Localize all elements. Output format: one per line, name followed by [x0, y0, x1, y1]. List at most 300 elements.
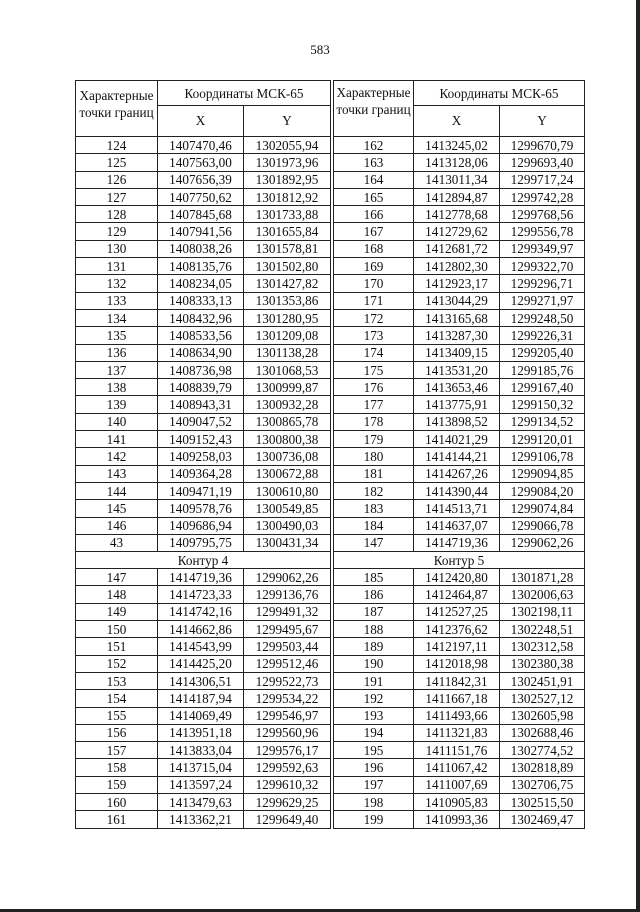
- point-number-cell: 177: [334, 396, 414, 413]
- point-number-cell: 159: [76, 776, 158, 793]
- table-row: [76, 811, 331, 828]
- point-number-cell: 152: [76, 655, 158, 672]
- table-row: [76, 344, 331, 361]
- x-coordinate-cell: 1413715,04: [158, 759, 244, 776]
- table-row: [76, 206, 331, 223]
- table-row: [76, 188, 331, 205]
- point-number-cell: 158: [76, 759, 158, 776]
- x-coordinate-cell: 1414662,86: [158, 621, 244, 638]
- table-row: [76, 672, 331, 689]
- point-number-cell: 184: [334, 517, 414, 534]
- point-number-cell: 172: [334, 309, 414, 326]
- x-coordinate-cell: 1410993,36: [414, 811, 500, 828]
- point-number-cell: 182: [334, 482, 414, 499]
- point-number-cell: 157: [76, 742, 158, 759]
- y-coordinate-cell: 1299503,44: [244, 638, 331, 655]
- y-coordinate-cell: 1301502,80: [244, 258, 331, 275]
- table-row: [76, 759, 331, 776]
- table-row: [76, 603, 331, 620]
- x-coordinate-cell: 1412376,62: [414, 621, 500, 638]
- y-coordinate-cell: 1302515,50: [500, 793, 585, 810]
- x-coordinate-cell: 1407656,39: [158, 171, 244, 188]
- x-coordinate-cell: 1414390,44: [414, 482, 500, 499]
- y-coordinate-cell: 1299629,25: [244, 793, 331, 810]
- table-row: [76, 690, 331, 707]
- y-coordinate-cell: 1299649,40: [244, 811, 331, 828]
- table-row: [76, 431, 331, 448]
- page-number: 583: [310, 42, 330, 57]
- point-number-cell: 150: [76, 621, 158, 638]
- x-coordinate-cell: 1411067,42: [414, 759, 500, 776]
- x-coordinate-cell: 1413287,30: [414, 327, 500, 344]
- point-number-cell: 167: [334, 223, 414, 240]
- y-coordinate-cell: 1299062,26: [244, 569, 331, 586]
- x-coordinate-cell: 1407845,68: [158, 206, 244, 223]
- table-row: [334, 292, 585, 309]
- table-row: [334, 465, 585, 482]
- y-coordinate-cell: 1299512,46: [244, 655, 331, 672]
- y-coordinate-cell: 1299120,01: [500, 431, 585, 448]
- y-coordinate-cell: 1299248,50: [500, 309, 585, 326]
- table-row: [334, 171, 585, 188]
- point-number-cell: 185: [334, 569, 414, 586]
- contour-row: [76, 552, 331, 569]
- table-row: [334, 569, 585, 586]
- table-row: [76, 465, 331, 482]
- y-coordinate-cell: 1299167,40: [500, 379, 585, 396]
- table-row: [76, 240, 331, 257]
- y-coordinate-cell: 1301973,96: [244, 154, 331, 171]
- table-row: [334, 413, 585, 430]
- x-coordinate-cell: 1412681,72: [414, 240, 500, 257]
- point-number-cell: 169: [334, 258, 414, 275]
- table-row: [334, 517, 585, 534]
- point-number-cell: 128: [76, 206, 158, 223]
- x-coordinate-cell: 1412923,17: [414, 275, 500, 292]
- point-number-cell: 143: [76, 465, 158, 482]
- table-row: [76, 638, 331, 655]
- x-coordinate-cell: 1408333,13: [158, 292, 244, 309]
- y-coordinate-cell: 1299205,40: [500, 344, 585, 361]
- x-coordinate-cell: 1413479,63: [158, 793, 244, 810]
- table-row: [76, 776, 331, 793]
- y-coordinate-cell: 1301427,82: [244, 275, 331, 292]
- table-row: [334, 223, 585, 240]
- x-coordinate-cell: 1414719,36: [158, 569, 244, 586]
- x-coordinate-cell: 1414425,20: [158, 655, 244, 672]
- y-coordinate-cell: 1299349,97: [500, 240, 585, 257]
- point-number-cell: 196: [334, 759, 414, 776]
- table-row: [334, 793, 585, 810]
- coords-header: Координаты МСК-65: [158, 81, 331, 106]
- points-header: Характерные точки границ: [334, 81, 414, 137]
- y-coordinate-cell: 1301280,95: [244, 309, 331, 326]
- table-row: [76, 707, 331, 724]
- point-number-cell: 126: [76, 171, 158, 188]
- table-row: [334, 638, 585, 655]
- x-coordinate-cell: 1408943,31: [158, 396, 244, 413]
- table-row: [334, 396, 585, 413]
- table-row: [76, 500, 331, 517]
- y-coordinate-cell: 1299062,26: [500, 534, 585, 551]
- x-coordinate-cell: 1411007,69: [414, 776, 500, 793]
- x-coordinate-cell: 1413362,21: [158, 811, 244, 828]
- y-coordinate-cell: 1301871,28: [500, 569, 585, 586]
- table-body: [334, 81, 585, 829]
- table-row: [334, 759, 585, 776]
- x-coordinate-cell: 1408135,76: [158, 258, 244, 275]
- point-number-cell: 148: [76, 586, 158, 603]
- table-row: [76, 586, 331, 603]
- x-coordinate-cell: 1414144,21: [414, 448, 500, 465]
- table-row: [334, 361, 585, 378]
- point-number-cell: 199: [334, 811, 414, 828]
- x-coordinate-cell: 1414723,33: [158, 586, 244, 603]
- point-number-cell: 134: [76, 309, 158, 326]
- point-number-cell: 165: [334, 188, 414, 205]
- points-header: Характерные точки границ: [76, 81, 158, 137]
- point-number-cell: 178: [334, 413, 414, 430]
- table-row: [334, 344, 585, 361]
- x-coordinate-cell: 1411667,18: [414, 690, 500, 707]
- point-number-cell: 181: [334, 465, 414, 482]
- table-row: [76, 275, 331, 292]
- point-number-cell: 137: [76, 361, 158, 378]
- x-coordinate-cell: 1409047,52: [158, 413, 244, 430]
- point-number-cell: 176: [334, 379, 414, 396]
- point-number-cell: 192: [334, 690, 414, 707]
- table-row: [76, 292, 331, 309]
- y-coordinate-cell: 1302527,12: [500, 690, 585, 707]
- y-coordinate-cell: 1299592,63: [244, 759, 331, 776]
- x-coordinate-cell: 1412894,87: [414, 188, 500, 205]
- y-coordinate-cell: 1299768,56: [500, 206, 585, 223]
- y-coordinate-cell: 1300549,85: [244, 500, 331, 517]
- x-coordinate-cell: 1414513,71: [414, 500, 500, 517]
- x-coordinate-cell: 1407470,46: [158, 137, 244, 154]
- header-row: [334, 81, 585, 106]
- point-number-cell: 139: [76, 396, 158, 413]
- x-coordinate-cell: 1413597,24: [158, 776, 244, 793]
- x-coordinate-cell: 1413833,04: [158, 742, 244, 759]
- table-row: [334, 482, 585, 499]
- y-coordinate-cell: 1299576,17: [244, 742, 331, 759]
- x-header: X: [158, 106, 244, 137]
- table-row: [76, 621, 331, 638]
- table-row: [334, 776, 585, 793]
- table-row: [76, 724, 331, 741]
- y-coordinate-cell: 1300999,87: [244, 379, 331, 396]
- y-header: Y: [244, 106, 331, 137]
- contour-row: [334, 552, 585, 569]
- table-row: [334, 672, 585, 689]
- x-header: X: [414, 106, 500, 137]
- table-row: [334, 603, 585, 620]
- x-coordinate-cell: 1411493,66: [414, 707, 500, 724]
- point-number-cell: 186: [334, 586, 414, 603]
- point-number-cell: 170: [334, 275, 414, 292]
- x-coordinate-cell: 1413653,46: [414, 379, 500, 396]
- x-coordinate-cell: 1414021,29: [414, 431, 500, 448]
- y-coordinate-cell: 1299717,24: [500, 171, 585, 188]
- table-row: [334, 275, 585, 292]
- y-coordinate-cell: 1301578,81: [244, 240, 331, 257]
- point-number-cell: 43: [76, 534, 158, 551]
- point-number-cell: 194: [334, 724, 414, 741]
- x-coordinate-cell: 1409795,75: [158, 534, 244, 551]
- table-row: [334, 534, 585, 551]
- point-number-cell: 127: [76, 188, 158, 205]
- table-row: [76, 793, 331, 810]
- x-coordinate-cell: 1412464,87: [414, 586, 500, 603]
- y-coordinate-cell: 1301892,95: [244, 171, 331, 188]
- point-number-cell: 198: [334, 793, 414, 810]
- table-row: [334, 621, 585, 638]
- y-coordinate-cell: 1299094,85: [500, 465, 585, 482]
- point-number-cell: 124: [76, 137, 158, 154]
- x-coordinate-cell: 1409686,94: [158, 517, 244, 534]
- x-coordinate-cell: 1412778,68: [414, 206, 500, 223]
- point-number-cell: 142: [76, 448, 158, 465]
- table-row: [76, 655, 331, 672]
- table-row: [334, 154, 585, 171]
- x-coordinate-cell: 1411151,76: [414, 742, 500, 759]
- table-row: [76, 137, 331, 154]
- y-coordinate-cell: 1301068,53: [244, 361, 331, 378]
- point-number-cell: 193: [334, 707, 414, 724]
- x-coordinate-cell: 1412729,62: [414, 223, 500, 240]
- point-number-cell: 188: [334, 621, 414, 638]
- contour-label: Контур 5: [334, 552, 585, 569]
- x-coordinate-cell: 1412420,80: [414, 569, 500, 586]
- point-number-cell: 147: [76, 569, 158, 586]
- point-number-cell: 190: [334, 655, 414, 672]
- table-row: [76, 361, 331, 378]
- table-row: [334, 206, 585, 223]
- x-coordinate-cell: 1411842,31: [414, 672, 500, 689]
- y-coordinate-cell: 1299150,32: [500, 396, 585, 413]
- table-row: [334, 586, 585, 603]
- point-number-cell: 151: [76, 638, 158, 655]
- table-row: [334, 500, 585, 517]
- point-number-cell: 125: [76, 154, 158, 171]
- table-row: [334, 137, 585, 154]
- x-coordinate-cell: 1413409,15: [414, 344, 500, 361]
- point-number-cell: 140: [76, 413, 158, 430]
- point-number-cell: 144: [76, 482, 158, 499]
- y-coordinate-cell: 1300672,88: [244, 465, 331, 482]
- y-coordinate-cell: 1299074,84: [500, 500, 585, 517]
- point-number-cell: 138: [76, 379, 158, 396]
- point-number-cell: 179: [334, 431, 414, 448]
- x-coordinate-cell: 1413011,34: [414, 171, 500, 188]
- y-coordinate-cell: 1299495,67: [244, 621, 331, 638]
- point-number-cell: 195: [334, 742, 414, 759]
- x-coordinate-cell: 1408839,79: [158, 379, 244, 396]
- point-number-cell: 147: [334, 534, 414, 551]
- x-coordinate-cell: 1413245,02: [414, 137, 500, 154]
- point-number-cell: 197: [334, 776, 414, 793]
- point-number-cell: 161: [76, 811, 158, 828]
- table-row: [334, 724, 585, 741]
- table-row: [76, 171, 331, 188]
- y-header: Y: [500, 106, 585, 137]
- y-coordinate-cell: 1299066,78: [500, 517, 585, 534]
- point-number-cell: 175: [334, 361, 414, 378]
- table-row: [334, 690, 585, 707]
- point-number-cell: 135: [76, 327, 158, 344]
- x-coordinate-cell: 1407941,56: [158, 223, 244, 240]
- x-coordinate-cell: 1413128,06: [414, 154, 500, 171]
- y-coordinate-cell: 1300800,38: [244, 431, 331, 448]
- table-body: [76, 81, 331, 829]
- y-coordinate-cell: 1299226,31: [500, 327, 585, 344]
- y-coordinate-cell: 1300431,34: [244, 534, 331, 551]
- y-coordinate-cell: 1302451,91: [500, 672, 585, 689]
- point-number-cell: 164: [334, 171, 414, 188]
- y-coordinate-cell: 1300610,80: [244, 482, 331, 499]
- x-coordinate-cell: 1407563,00: [158, 154, 244, 171]
- y-coordinate-cell: 1299491,32: [244, 603, 331, 620]
- x-coordinate-cell: 1413951,18: [158, 724, 244, 741]
- point-number-cell: 187: [334, 603, 414, 620]
- point-number-cell: 183: [334, 500, 414, 517]
- y-coordinate-cell: 1299296,71: [500, 275, 585, 292]
- x-coordinate-cell: 1413898,52: [414, 413, 500, 430]
- point-number-cell: 145: [76, 500, 158, 517]
- x-coordinate-cell: 1413531,20: [414, 361, 500, 378]
- x-coordinate-cell: 1413775,91: [414, 396, 500, 413]
- x-coordinate-cell: 1409258,03: [158, 448, 244, 465]
- x-coordinate-cell: 1412527,25: [414, 603, 500, 620]
- x-coordinate-cell: 1412802,30: [414, 258, 500, 275]
- y-coordinate-cell: 1299185,76: [500, 361, 585, 378]
- y-coordinate-cell: 1300865,78: [244, 413, 331, 430]
- table-row: [334, 811, 585, 828]
- y-coordinate-cell: 1299534,22: [244, 690, 331, 707]
- y-coordinate-cell: 1302774,52: [500, 742, 585, 759]
- y-coordinate-cell: 1299106,78: [500, 448, 585, 465]
- table-row: [76, 379, 331, 396]
- page-edge-right: [636, 0, 640, 912]
- coordinates-table-right: [333, 80, 585, 829]
- point-number-cell: 162: [334, 137, 414, 154]
- table-row: [334, 448, 585, 465]
- x-coordinate-cell: 1414543,99: [158, 638, 244, 655]
- table-row: [76, 223, 331, 240]
- table-row: [334, 655, 585, 672]
- table-row: [334, 240, 585, 257]
- x-coordinate-cell: 1408736,98: [158, 361, 244, 378]
- point-number-cell: 146: [76, 517, 158, 534]
- y-coordinate-cell: 1300490,03: [244, 517, 331, 534]
- y-coordinate-cell: 1302688,46: [500, 724, 585, 741]
- point-number-cell: 174: [334, 344, 414, 361]
- point-number-cell: 166: [334, 206, 414, 223]
- x-coordinate-cell: 1412018,98: [414, 655, 500, 672]
- point-number-cell: 168: [334, 240, 414, 257]
- point-number-cell: 129: [76, 223, 158, 240]
- point-number-cell: 173: [334, 327, 414, 344]
- y-coordinate-cell: 1299693,40: [500, 154, 585, 171]
- header-row: [76, 81, 331, 106]
- y-coordinate-cell: 1302055,94: [244, 137, 331, 154]
- table-row: [334, 258, 585, 275]
- table-row: [76, 569, 331, 586]
- x-coordinate-cell: 1408533,56: [158, 327, 244, 344]
- y-coordinate-cell: 1299522,73: [244, 672, 331, 689]
- x-coordinate-cell: 1411321,83: [414, 724, 500, 741]
- y-coordinate-cell: 1299610,32: [244, 776, 331, 793]
- y-coordinate-cell: 1299084,20: [500, 482, 585, 499]
- coordinates-table-left: [75, 80, 331, 829]
- point-number-cell: 191: [334, 672, 414, 689]
- y-coordinate-cell: 1299271,97: [500, 292, 585, 309]
- y-coordinate-cell: 1299322,70: [500, 258, 585, 275]
- x-coordinate-cell: 1414267,26: [414, 465, 500, 482]
- point-number-cell: 156: [76, 724, 158, 741]
- point-number-cell: 136: [76, 344, 158, 361]
- point-number-cell: 133: [76, 292, 158, 309]
- point-number-cell: 160: [76, 793, 158, 810]
- point-number-cell: 154: [76, 690, 158, 707]
- point-number-cell: 141: [76, 431, 158, 448]
- y-coordinate-cell: 1302469,47: [500, 811, 585, 828]
- table-row: [76, 482, 331, 499]
- y-coordinate-cell: 1301209,08: [244, 327, 331, 344]
- y-coordinate-cell: 1301138,28: [244, 344, 331, 361]
- y-coordinate-cell: 1299556,78: [500, 223, 585, 240]
- x-coordinate-cell: 1414742,16: [158, 603, 244, 620]
- table-row: [76, 258, 331, 275]
- point-number-cell: 149: [76, 603, 158, 620]
- point-number-cell: 131: [76, 258, 158, 275]
- table-row: [334, 309, 585, 326]
- point-number-cell: 189: [334, 638, 414, 655]
- table-row: [76, 396, 331, 413]
- table-row: [76, 742, 331, 759]
- x-coordinate-cell: 1414187,94: [158, 690, 244, 707]
- table-row: [334, 707, 585, 724]
- y-coordinate-cell: 1302605,98: [500, 707, 585, 724]
- x-coordinate-cell: 1409578,76: [158, 500, 244, 517]
- x-coordinate-cell: 1413044,29: [414, 292, 500, 309]
- point-number-cell: 153: [76, 672, 158, 689]
- y-coordinate-cell: 1302248,51: [500, 621, 585, 638]
- x-coordinate-cell: 1413165,68: [414, 309, 500, 326]
- table-row: [76, 154, 331, 171]
- y-coordinate-cell: 1299134,52: [500, 413, 585, 430]
- y-coordinate-cell: 1301353,86: [244, 292, 331, 309]
- x-coordinate-cell: 1408234,05: [158, 275, 244, 292]
- y-coordinate-cell: 1299136,76: [244, 586, 331, 603]
- x-coordinate-cell: 1409364,28: [158, 465, 244, 482]
- table-row: [76, 309, 331, 326]
- y-coordinate-cell: 1302006,63: [500, 586, 585, 603]
- point-number-cell: 163: [334, 154, 414, 171]
- x-coordinate-cell: 1409471,19: [158, 482, 244, 499]
- y-coordinate-cell: 1301733,88: [244, 206, 331, 223]
- y-coordinate-cell: 1299546,97: [244, 707, 331, 724]
- y-coordinate-cell: 1301812,92: [244, 188, 331, 205]
- point-number-cell: 155: [76, 707, 158, 724]
- point-number-cell: 130: [76, 240, 158, 257]
- table-row: [334, 188, 585, 205]
- point-number-cell: 132: [76, 275, 158, 292]
- x-coordinate-cell: 1414069,49: [158, 707, 244, 724]
- table-row: [334, 379, 585, 396]
- coords-header: Координаты МСК-65: [414, 81, 585, 106]
